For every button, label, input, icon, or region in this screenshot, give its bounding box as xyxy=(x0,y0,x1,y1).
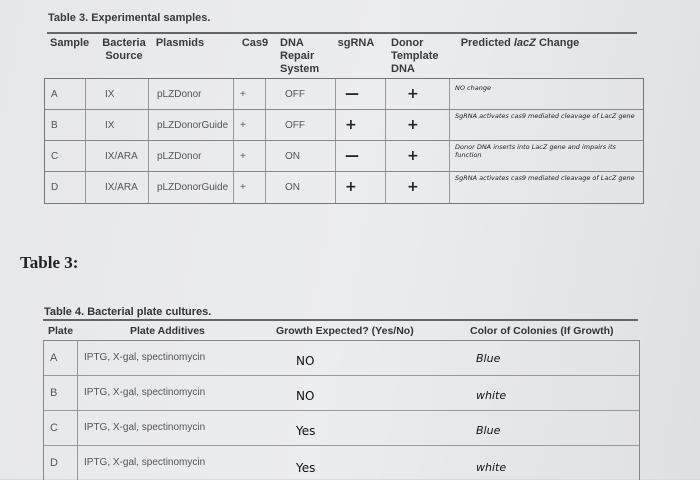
header-bacteria-source: Bacteria Source xyxy=(102,37,146,62)
header-sgrna: sgRNA xyxy=(337,37,375,49)
table4-title: Table 4. Bacterial plate cultures. xyxy=(44,306,212,318)
table4-row-d xyxy=(44,446,639,480)
header-dna-repair: DNA Repair System xyxy=(280,37,320,75)
row-d-bacteria: IX/ARA xyxy=(105,181,138,193)
plate-a-growth: NO xyxy=(296,354,315,368)
row-d-predicted: SgRNA activates cas9 mediated cleavage of LacZ gene xyxy=(455,174,635,182)
row-c-predicted: Donor DNA inserts into LacZ gene and impairs its function xyxy=(455,143,616,159)
header-predicted-lacz: Predicted lacZ Change xyxy=(460,37,580,49)
row-b-dna-repair: OFF xyxy=(285,119,305,131)
table3-row-c xyxy=(45,141,643,172)
row-d-plasmid: pLZDonorGuide xyxy=(157,181,229,193)
plate-d-color: white xyxy=(476,461,507,474)
row-b-plasmid: pLZDonorGuide xyxy=(157,119,229,131)
row-a-bacteria: IX xyxy=(105,88,115,100)
table4-row-c xyxy=(44,411,639,446)
section-label: Table 3: xyxy=(20,253,79,272)
plate-d-growth: Yes xyxy=(296,461,316,475)
row-a-cas9: + xyxy=(240,88,246,100)
plate-c-growth: Yes xyxy=(296,424,316,438)
row-d-sample: D xyxy=(51,181,59,193)
plate-a-letter: A xyxy=(50,352,58,364)
header-plate: Plate xyxy=(48,325,74,337)
table3-row-a xyxy=(45,79,643,110)
plate-b-letter: B xyxy=(50,387,58,399)
row-d-cas9: + xyxy=(240,181,246,193)
row-c-dna-repair: ON xyxy=(285,150,300,162)
table4-row-a xyxy=(44,341,639,376)
header-colony-color: Color of Colonies (If Growth) xyxy=(470,325,614,337)
row-a-donor: + xyxy=(407,86,419,102)
table4-grid xyxy=(43,340,640,480)
table4-row-b xyxy=(44,376,639,411)
row-b-sgrna: + xyxy=(345,117,357,133)
plate-c-additives: IPTG, X-gal, spectinomycin xyxy=(84,422,206,433)
row-a-predicted: NO change xyxy=(455,84,491,92)
table3-top-rule xyxy=(47,32,637,34)
row-c-sample: C xyxy=(51,150,59,162)
plate-b-additives: IPTG, X-gal, spectinomycin xyxy=(84,387,206,398)
plate-c-letter: C xyxy=(50,422,58,434)
row-c-plasmid: pLZDonor xyxy=(157,150,202,162)
table3-row-d xyxy=(45,172,643,202)
row-c-bacteria: IX/ARA xyxy=(105,150,138,162)
row-d-dna-repair: ON xyxy=(285,181,300,193)
row-b-predicted: SgRNA activates cas9 mediated cleavage of LacZ gene xyxy=(455,112,635,120)
row-a-sample: A xyxy=(51,88,58,100)
row-a-sgrna: — xyxy=(345,86,359,102)
header-cas9: Cas9 xyxy=(241,37,269,49)
plate-a-additives: IPTG, X-gal, spectinomycin xyxy=(84,352,206,363)
row-b-cas9: + xyxy=(240,119,246,131)
header-sample: Sample xyxy=(50,37,90,49)
table3-title: Table 3. Experimental samples. xyxy=(48,12,211,24)
row-c-sgrna: — xyxy=(345,148,359,164)
table3-row-b xyxy=(45,110,643,141)
row-c-cas9: + xyxy=(240,150,246,162)
table3-grid xyxy=(44,78,644,204)
header-plate-additives: Plate Additives xyxy=(130,325,205,337)
row-b-sample: B xyxy=(51,119,58,131)
row-a-dna-repair: OFF xyxy=(285,88,305,100)
header-donor-template: Donor Template DNA xyxy=(391,37,439,75)
row-a-plasmid: pLZDonor xyxy=(157,88,202,100)
row-c-donor: + xyxy=(407,148,419,164)
plate-b-growth: NO xyxy=(296,389,315,403)
row-b-bacteria: IX xyxy=(105,119,115,131)
plate-a-color: Blue xyxy=(476,352,501,365)
row-d-sgrna: + xyxy=(345,179,357,195)
plate-c-color: Blue xyxy=(476,424,501,437)
row-b-donor: + xyxy=(407,117,419,133)
table4-top-rule xyxy=(43,319,638,321)
plate-d-additives: IPTG, X-gal, spectinomycin xyxy=(84,457,206,468)
plate-d-letter: D xyxy=(50,457,58,469)
header-plasmids: Plasmids xyxy=(155,37,205,49)
header-growth-expected: Growth Expected? (Yes/No) xyxy=(276,325,414,337)
plate-b-color: white xyxy=(476,389,507,402)
row-d-donor: + xyxy=(407,179,419,195)
